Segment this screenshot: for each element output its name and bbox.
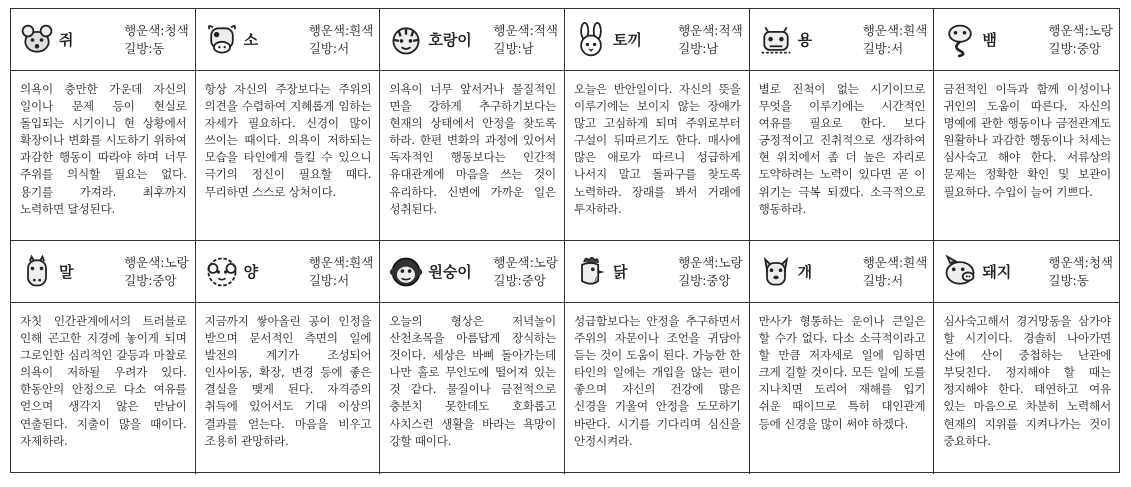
dog-icon [758, 254, 794, 290]
luck-info [678, 22, 743, 58]
zodiac-header [750, 9, 934, 71]
zodiac-cell-dragon [750, 9, 935, 241]
zodiac-header [196, 9, 380, 71]
zodiac-header [11, 9, 195, 71]
lucky-color: 행운색:노랑 [1048, 22, 1113, 38]
lucky-color: 행운색:청색 [124, 22, 189, 38]
sheep-icon [204, 254, 240, 290]
lucky-direction: 길방:남 [493, 40, 534, 56]
rooster-icon [573, 254, 609, 290]
zodiac-name: 용 [797, 31, 813, 49]
zodiac-cell-rooster [565, 241, 750, 474]
luck-info [863, 22, 928, 58]
lucky-direction: 길방:중앙 [1048, 40, 1101, 56]
zodiac-header [934, 241, 1119, 303]
zodiac-cell-monkey [380, 241, 565, 474]
zodiac-name: 원숭이 [428, 263, 472, 281]
zodiac-cell-tiger [380, 9, 565, 241]
lucky-color: 행운색:흰색 [308, 22, 374, 38]
fortune-text: 별로 진척이 없는 시기이므로 무엇을 이루기에는 시간적인 여유를 필요로 한다. 보다 긍정적이고 진취적으로 생각하여 현 위치에서 좀 더 높은 자리로 도약하려는 노력이 있다면 곧 이 위기는 극복 되겠다. 소극적으로 행동하라. [758, 82, 926, 216]
dragon-icon [758, 22, 794, 58]
luck-info [309, 22, 374, 58]
tiger-icon [388, 22, 424, 58]
zodiac-header [11, 241, 195, 303]
zodiac-cell-dog [750, 241, 935, 474]
fortune-text: 지금까지 쌓아올린 공이 인정을 받으며 문서적인 측면의 일에 발전의 계기가 조성되어 인사이동, 확장, 변경 등에 좋은 결실을 맺게 된다. 자격증의 취득에 있어서도 기대 이상의 결과를 얻는다. 마음을 비우고 조용히 관망하라. [204, 314, 372, 448]
zodiac-fortune-grid [10, 8, 1120, 473]
luck-info [124, 22, 189, 58]
luck-info [1048, 254, 1113, 290]
zodiac-cell-ox [196, 9, 381, 241]
lucky-direction: 길방:남 [678, 40, 719, 56]
ox-icon [204, 22, 240, 58]
zodiac-name: 닭 [613, 263, 628, 281]
zodiac-name: 쥐 [59, 31, 74, 49]
zodiac-name: 말 [59, 263, 74, 281]
lucky-direction: 길방:서 [308, 40, 350, 56]
luck-info [124, 254, 189, 290]
luck-info [863, 254, 928, 290]
horse-icon [19, 254, 55, 290]
fortune-text: 자칫 인간관계에서의 트러블로 인해 곤고한 지경에 놓이게 되며 그로인한 심리적인 갈등과 마찰로 의욕이 저하될 우려가 있다. 한동안의 안정으로 다소 여유를 얻으며 생각지 않은 만남이 연출된다. 지출이 많을 때이다. 자제하라. [20, 314, 187, 448]
monkey-icon [388, 254, 424, 290]
lucky-color: 행운색:흰색 [862, 22, 928, 38]
lucky-color: 행운색:흰색 [862, 254, 928, 270]
zodiac-header [380, 9, 564, 71]
zodiac-cell-rat [11, 9, 196, 241]
zodiac-cell-snake [934, 9, 1119, 241]
zodiac-name: 뱀 [982, 31, 997, 49]
lucky-direction: 길방:서 [862, 272, 904, 288]
zodiac-header [380, 241, 564, 303]
lucky-direction: 길방:서 [862, 40, 904, 56]
lucky-color: 행운색:노랑 [124, 254, 189, 270]
lucky-color: 행운색:청색 [1048, 254, 1113, 270]
zodiac-cell-horse [11, 241, 196, 474]
pig-icon [942, 254, 978, 290]
lucky-direction: 길방:중앙 [124, 272, 177, 288]
lucky-color: 행운색:흰색 [308, 254, 374, 270]
luck-info [309, 254, 374, 290]
lucky-color: 행운색:노랑 [493, 254, 558, 270]
lucky-color: 행운색:적색 [493, 22, 558, 38]
zodiac-cell-pig [934, 241, 1119, 474]
lucky-direction: 길방:서 [308, 272, 350, 288]
fortune-text: 심사숙고해서 경거망동을 삼가야 할 시기이다. 경솔히 나아가면 산에 산이 중첩하는 난관에 부딪친다. 정지해야 할 때는 정지해야 한다. 태연하고 여유 있는 마음으로 차분히 노력해서 현재의 지위를 지켜나가는 것이 중요하다. [943, 314, 1111, 448]
zodiac-name: 호랑이 [428, 31, 472, 49]
snake-icon [942, 22, 978, 58]
luck-info [493, 22, 558, 58]
zodiac-cell-rabbit [565, 9, 750, 241]
zodiac-header [934, 9, 1119, 71]
zodiac-name: 개 [797, 263, 813, 281]
zodiac-name: 소 [243, 31, 259, 49]
lucky-direction: 길방:동 [1048, 272, 1089, 288]
fortune-text: 성급함보다는 안정을 추구하면서 주위의 자문이나 조언을 귀담아 듣는 것이 도움이 된다. 가능한 한 타인의 일에는 개입을 않는 편이 좋으며 자신의 건강에 많은 신경을 기울여 안정을 도모하기 바란다. 시기를 기다리며 심신을 안정시켜라. [574, 314, 741, 448]
zodiac-name: 돼지 [982, 263, 1012, 281]
lucky-direction: 길방:중앙 [493, 272, 546, 288]
zodiac-header [565, 241, 749, 303]
zodiac-header [750, 241, 934, 303]
zodiac-name: 양 [243, 263, 259, 281]
zodiac-cell-sheep [196, 241, 381, 474]
lucky-direction: 길방:동 [124, 40, 165, 56]
lucky-direction: 길방:중앙 [678, 272, 731, 288]
fortune-text: 오늘의 형상은 저녁놀이 산천초목을 아름답게 장식하는 것이다. 세상은 바삐 돌아가는데 나만 홀로 무인도에 떨어져 있는 것 같다. 물질이나 금전적으로 충분치 못한데도 호화롭고 사치스런 생활을 바라는 욕망이 강할 때이다. [389, 314, 556, 448]
zodiac-header [565, 9, 749, 71]
fortune-text: 금전적인 이득과 함께 이성이나 귀인의 도움이 따른다. 자신의 명예에 관한 행동이나 금전관계도 원활하나 과감한 행동이나 처세는 심사숙고 해야 한다. 서류상의 문제는 정확한 확인 및 보관이 필요하다. 수입이 늘어 기쁘다. [943, 82, 1111, 199]
zodiac-name: 토끼 [613, 31, 642, 49]
luck-info [678, 254, 743, 290]
luck-info [1048, 22, 1113, 58]
fortune-text: 오늘은 반안일이다. 자신의 뜻을 이루기에는 보이지 않는 장애가 많고 고심하게 되며 주위로부터 구설이 뒤따르기도 한다. 매사에 많은 애로가 따르니 성급하게 나서지 말고 돌파구를 찾도록 노력하라. 장래를 봐서 거래에 투자하라. [574, 82, 741, 216]
fortune-text: 항상 자신의 주장보다는 주위의 의견을 수렴하여 지혜롭게 임하는 자세가 필요하다. 신경이 많이 쓰이는 때이다. 의욕이 저하되는 모습을 타인에게 들킬 수 있으니 극기의 정신이 필요할 때다. 무리하면 스스로 상처이다. [204, 82, 372, 199]
zodiac-header [196, 241, 380, 303]
fortune-text: 만사가 형통하는 운이나 큰일은 할 수가 없다. 다소 소극적이라고 할 만큼 저자세로 일에 임하면 크게 길할 것이다. 모든 일에 도를 지나치면 도리어 재해를 입기 쉬운 때이므로 특히 대인관계 등에 신경을 많이 써야 하겠다. [758, 314, 926, 431]
lucky-color: 행운색:노랑 [678, 254, 743, 270]
rabbit-icon [573, 22, 609, 58]
fortune-text: 의욕이 충만한 가운데 자신의 일이나 문제 등이 현실로 돌입되는 시기이니 현 상황에서 확장이나 변화를 시도하기 위하여 과감한 행동이 따라야 하며 너무 주위를 의식할 필요는 없다. 용기를 가져라. 최후까지 노력하면 달성된다. [20, 82, 187, 216]
lucky-color: 행운색:적색 [678, 22, 743, 38]
fortune-text: 의욕이 너무 앞서거나 물질적인 면을 강하게 추구하기보다는 현재의 상태에서 안정을 찾도록 하라. 한편 변화의 과정에 있어서 독자적인 행동보다는 인간적 유대관계에 마음을 쓰는 것이 유리하다. 신변에 가까운 일은 성취된다. [389, 82, 556, 216]
luck-info [493, 254, 558, 290]
rat-icon [19, 22, 55, 58]
